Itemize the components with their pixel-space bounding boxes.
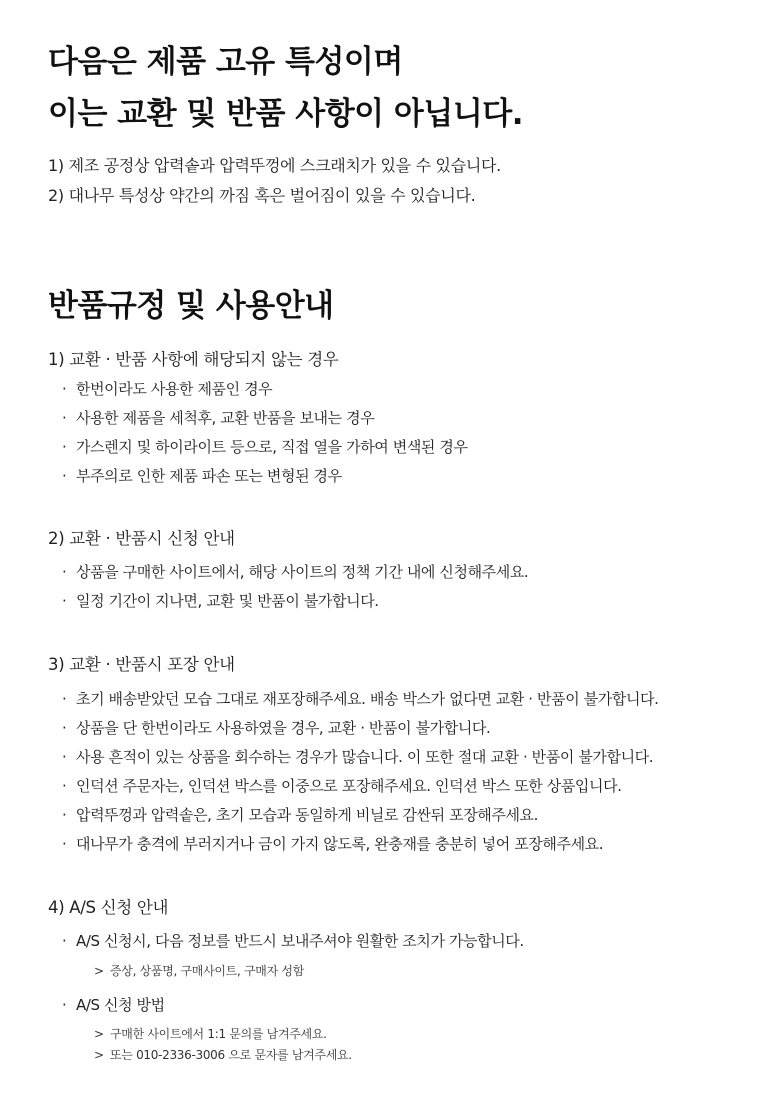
section-1-item [62, 465, 342, 486]
section-3-item [62, 833, 603, 854]
section-4-sub-item-text: 증상, 상품명, 구매사이트, 구매자 성함 [110, 964, 304, 978]
intro-note-1: 1) 제조 공정상 압력솥과 압력뚜껑에 스크래치가 있을 수 있습니다. [48, 156, 501, 175]
section-1-item [62, 378, 272, 399]
bullet-dot: · [62, 690, 67, 708]
bullet-dot: · [62, 806, 67, 824]
section-3-item [62, 746, 653, 767]
section-4-item-text: A/S 신청 방법 [76, 996, 165, 1014]
bullet-dot: · [62, 719, 67, 737]
section-3-item-text: 인덕션 주문자는, 인덕션 박스를 이중으로 포장해주세요. 인덕션 박스 또한 상품입니다. [76, 777, 622, 795]
bullet-dot: · [62, 748, 67, 766]
intro-note-2: 2) 대나무 특성상 약간의 까짐 혹은 벌어짐이 있을 수 있습니다. [48, 186, 476, 205]
bullet-dot: · [62, 777, 67, 795]
bullet-dot: · [62, 563, 67, 581]
section-4-item [62, 930, 524, 951]
section-2-title: 2) 교환 · 반품시 신청 안내 [48, 529, 235, 548]
intro-title-line2: 이는 교환 및 반품 사항이 아닙니다. [48, 96, 523, 132]
section-2-item-text: 일정 기간이 지나면, 교환 및 반품이 불가합니다. [76, 592, 379, 610]
section-2-item-text: 상품을 구매한 사이트에서, 해당 사이트의 정책 기간 내에 신청해주세요. [76, 563, 529, 581]
section-4-sub-item [94, 962, 304, 979]
section-4-item-text: A/S 신청시, 다음 정보를 반드시 보내주셔야 원활한 조치가 가능합니다. [76, 932, 524, 950]
section-3-item-text: 대나무가 충격에 부러지거나 금이 가지 않도록, 완충재를 충분히 넣어 포장해주세요. [76, 835, 604, 853]
section-3-item [62, 804, 538, 825]
section-4-title: 4) A/S 신청 안내 [48, 898, 169, 917]
section-4-sub-item [94, 1046, 352, 1063]
section-4-sub-item [94, 1025, 327, 1042]
section-3-item-text: 상품을 단 한번이라도 사용하였을 경우, 교환 · 반품이 불가합니다. [76, 719, 491, 737]
bullet-dot: · [62, 996, 67, 1014]
section-1-item [62, 407, 374, 428]
section-4-item [62, 994, 165, 1015]
section-2-item [62, 561, 528, 582]
section-2-item [62, 590, 379, 611]
section-3-item-text: 압력뚜껑과 압력솥은, 초기 모습과 동일하게 비닐로 감싼뒤 포장해주세요. [76, 806, 539, 824]
bullet-dot: · [62, 467, 67, 485]
bullet-dot: · [62, 409, 67, 427]
bullet-dot: · [62, 932, 67, 950]
sub-marker: > [94, 964, 104, 978]
bullet-dot: · [62, 380, 67, 398]
section-3-title: 3) 교환 · 반품시 포장 안내 [48, 655, 235, 674]
section-1-item-text: 부주의로 인한 제품 파손 또는 변형된 경우 [76, 467, 342, 485]
sub-marker: > [94, 1027, 104, 1041]
section-1-item-text: 가스렌지 및 하이라이트 등으로, 직접 열을 가하여 변색된 경우 [76, 438, 468, 456]
section-1-item [62, 436, 468, 457]
section-3-item-text: 초기 배송받았던 모습 그대로 재포장해주세요. 배송 박스가 없다면 교환 · 반품이 불가합니다. [76, 690, 659, 708]
guide-title: 반품규정 및 사용안내 [48, 288, 334, 324]
bullet-dot: · [62, 592, 67, 610]
section-3-item [62, 775, 622, 796]
section-1-item-text: 사용한 제품을 세척후, 교환 반품을 보내는 경우 [76, 409, 375, 427]
section-4-sub-item-text: 또는 010-2336-3006 으로 문자를 남겨주세요. [110, 1048, 352, 1062]
sub-marker: > [94, 1048, 104, 1062]
section-1-item-text: 한번이라도 사용한 제품인 경우 [76, 380, 273, 398]
intro-title-line1: 다음은 제품 고유 특성이며 [48, 44, 403, 80]
bullet-dot: · [62, 835, 67, 853]
section-3-item [62, 688, 659, 709]
section-1-title: 1) 교환 · 반품 사항에 해당되지 않는 경우 [48, 350, 339, 369]
section-4-sub-item-text: 구매한 사이트에서 1:1 문의를 남겨주세요. [110, 1027, 327, 1041]
section-3-item-text: 사용 흔적이 있는 상품을 회수하는 경우가 많습니다. 이 또한 절대 교환 · 반품이 불가합니다. [76, 748, 654, 766]
bullet-dot: · [62, 438, 67, 456]
section-3-item [62, 717, 490, 738]
